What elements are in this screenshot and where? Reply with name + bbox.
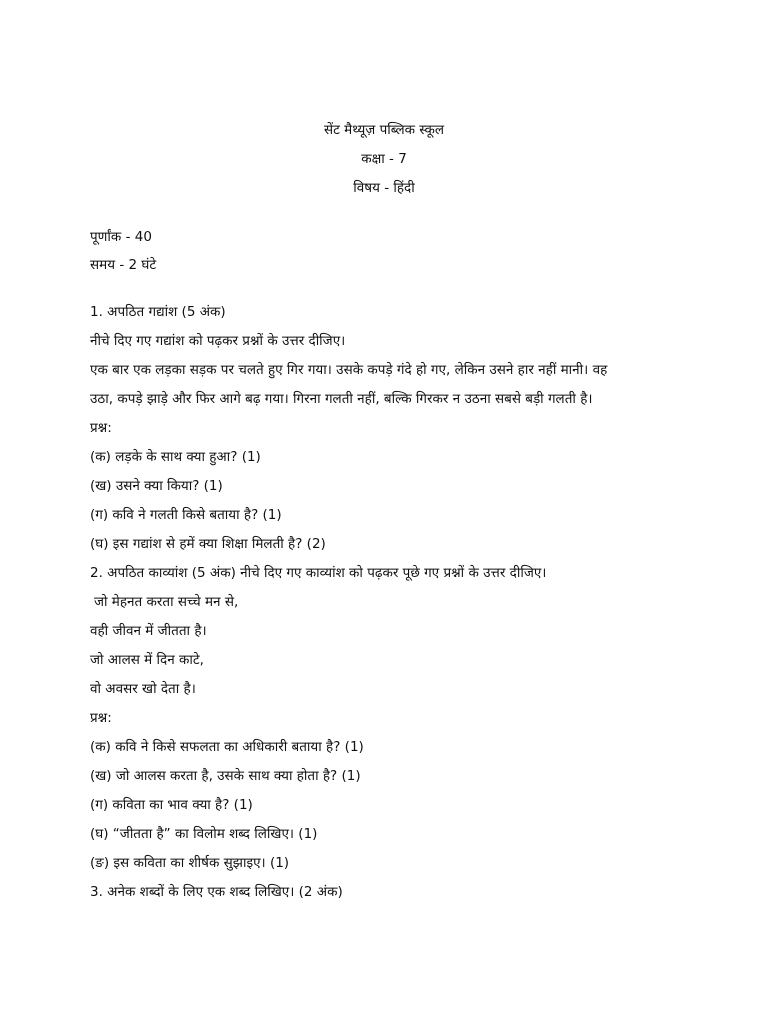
class-label: कक्षा - 7 (361, 151, 407, 167)
question-item: (क) कवि ने किसे सफलता का अधिकारी बताया है? (1) (90, 739, 364, 755)
poem-line: जो मेहनत करता सच्चे मन से, (94, 594, 239, 610)
poem-line: वही जीवन में जीतता है। (90, 623, 207, 639)
section-1-instruction: नीचे दिए गए गद्यांश को पढ़कर प्रश्नों के उत्तर दीजिए। (90, 333, 346, 349)
question-item: (घ) इस गद्यांश से हमें क्या शिक्षा मिलती है? (2) (90, 536, 326, 552)
school-name: सेंट मैथ्यूज़ पब्लिक स्कूल (323, 122, 445, 138)
section-1-heading: 1. अपठित गद्यांश (5 अंक) (90, 304, 226, 320)
question-item: (ख) जो आलस करता है, उसके साथ क्या होता है? (1) (90, 768, 361, 784)
section-3-heading: 3. अनेक शब्दों के लिए एक शब्द लिखिए। (2 अंक) (90, 884, 343, 900)
question-item: (ग) कविता का भाव क्या है? (1) (90, 797, 253, 813)
question-item: (ख) उसने क्या किया? (1) (90, 478, 223, 494)
full-marks: पूर्णांक - 40 (90, 229, 152, 245)
question-item: (ग) कवि ने गलती किसे बताया है? (1) (90, 507, 282, 523)
passage-line: एक बार एक लड़का सड़क पर चलते हुए गिर गया। उसके कपड़े गंदे हो गए, लेकिन उसने हार नहीं मानी। वह (90, 362, 608, 378)
question-item: (ङ) इस कविता का शीर्षक सुझाइए। (1) (90, 855, 290, 871)
document-header (0, 116, 768, 203)
poem-line: जो आलस में दिन काटे, (90, 652, 204, 668)
subject-label: विषय - हिंदी (353, 180, 415, 196)
questions-label: प्रश्न: (90, 420, 112, 436)
question-paper-body (90, 298, 690, 907)
exam-time: समय - 2 घंटे (90, 257, 157, 273)
questions-label: प्रश्न: (90, 710, 112, 726)
question-item: (क) लड़के के साथ क्या हुआ? (1) (90, 449, 261, 465)
question-item: (घ) “जीतता है” का विलोम शब्द लिखिए। (1) (90, 826, 318, 842)
poem-line: वो अवसर खो देता है। (90, 681, 196, 697)
section-2-heading: 2. अपठित काव्यांश (5 अंक) नीचे दिए गए काव्यांश को पढ़कर पूछे गए प्रश्नों के उत्तर दीजिए। (90, 565, 547, 581)
exam-meta (90, 223, 156, 279)
passage-line: उठा, कपड़े झाड़े और फिर आगे बढ़ गया। गिरना गलती नहीं, बल्कि गिरकर न उठना सबसे बड़ी गलती है। (90, 391, 593, 407)
